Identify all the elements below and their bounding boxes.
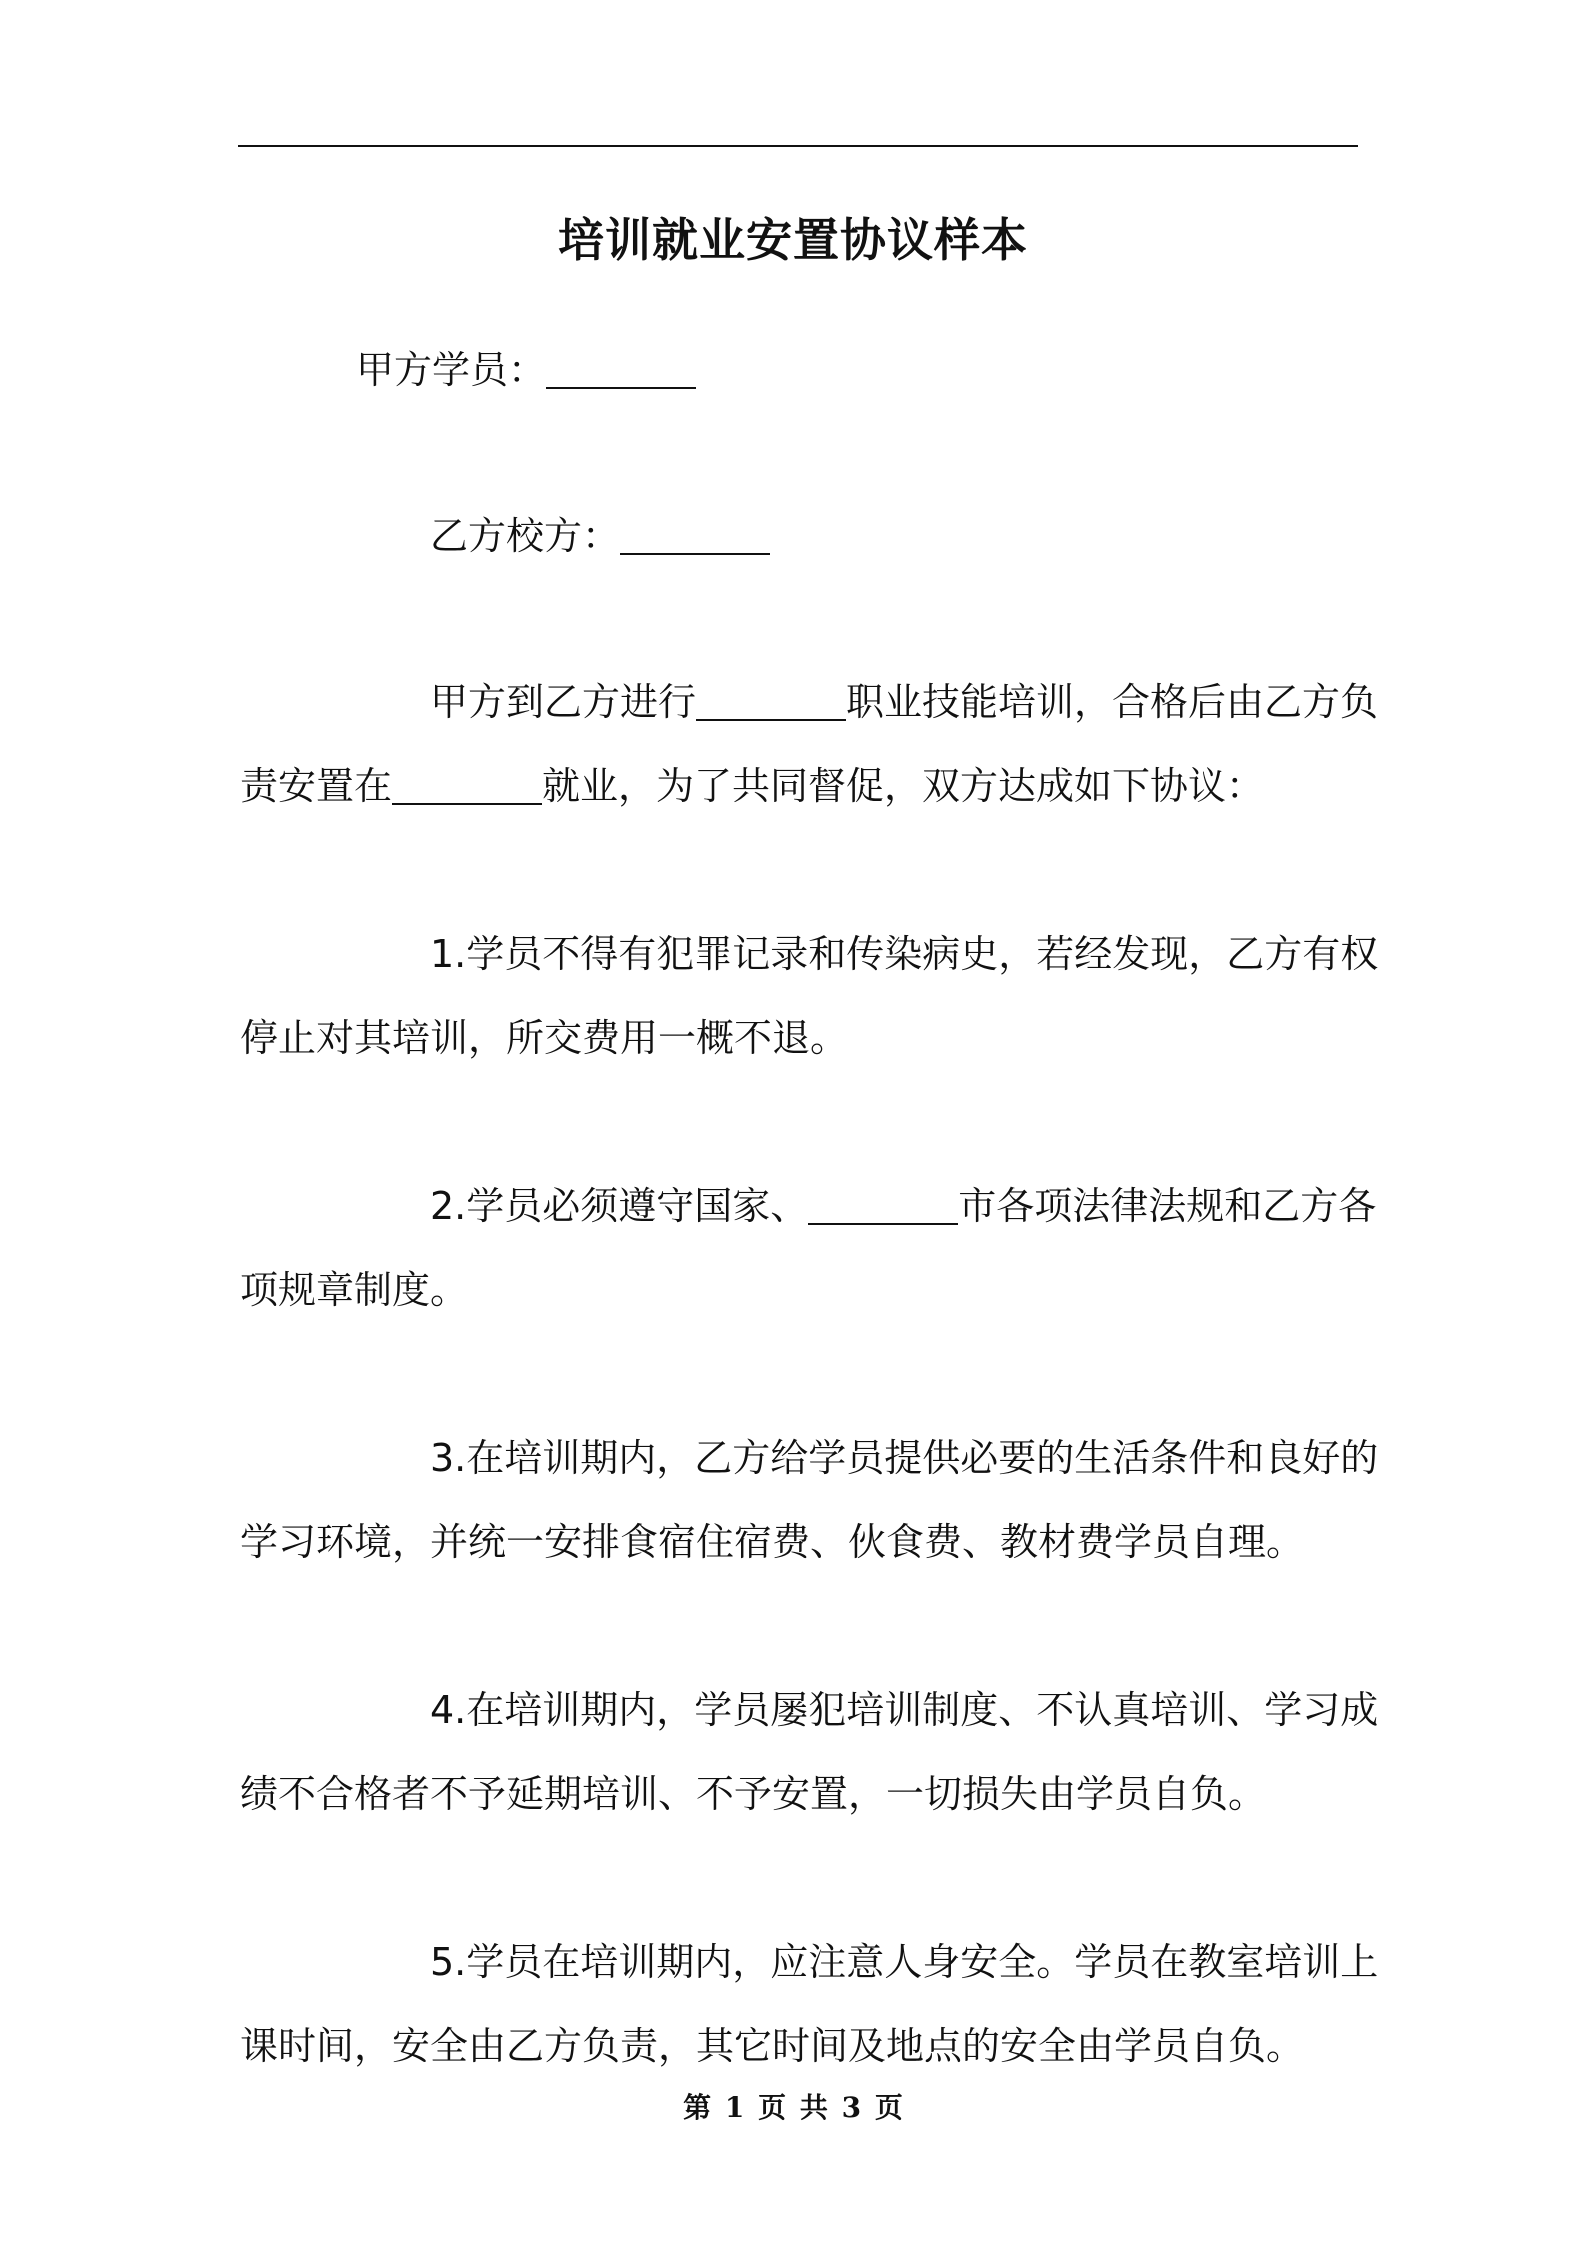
clause-1-line-1: 1.学员不得有犯罪记录和传染病史，若经发现，乙方有权 <box>430 932 1379 976</box>
training-type-blank <box>696 679 846 721</box>
clause-5-line-2: 课时间，安全由乙方负责，其它时间及地点的安全由学员自负。 <box>240 2024 1305 2068</box>
party-b-label: 乙方校方： <box>430 514 621 558</box>
clause-4-line-2: 绩不合格者不予延期培训、不予安置，一切损失由学员自负。 <box>240 1772 1267 1816</box>
page-footer: 第 1 页 共 3 页 <box>683 2091 903 2124</box>
clause-3-line-2: 学习环境，并统一安排食宿住宿费、伙食费、教材费学员自理。 <box>240 1520 1305 1564</box>
document-title: 培训就业安置协议样本 <box>558 213 1028 267</box>
clause-1-line-2: 停止对其培训，所交费用一概不退。 <box>240 1016 849 1060</box>
city-blank <box>808 1183 958 1225</box>
party-b-blank <box>620 513 770 555</box>
clause-2-line-2: 项规章制度。 <box>240 1268 469 1312</box>
party-b-line <box>240 494 1358 578</box>
party-a-label: 甲方学员： <box>356 348 547 392</box>
header-rule <box>238 145 1358 147</box>
intro-line-1: 甲方到乙方进行 职业技能培训，合格后由乙方负 <box>430 680 1379 724</box>
intro-line-2: 责安置在 就业，为了共同督促，双方达成如下协议： <box>240 764 1265 808</box>
clause-2-line-1: 2.学员必须遵守国家、 市各项法律法规和乙方各 <box>430 1184 1377 1228</box>
placement-blank <box>392 763 542 805</box>
document-body <box>240 328 1379 2088</box>
clause-5-line-1: 5.学员在培训期内，应注意人身安全。学员在教室培训上 <box>430 1940 1379 1984</box>
party-a-blank <box>546 347 696 389</box>
party-a-line <box>240 328 1358 412</box>
clause-3-line-1: 3.在培训期内，乙方给学员提供必要的生活条件和良好的 <box>430 1436 1379 1480</box>
clause-4-line-1: 4.在培训期内，学员屡犯培训制度、不认真培训、学习成 <box>430 1688 1379 1732</box>
